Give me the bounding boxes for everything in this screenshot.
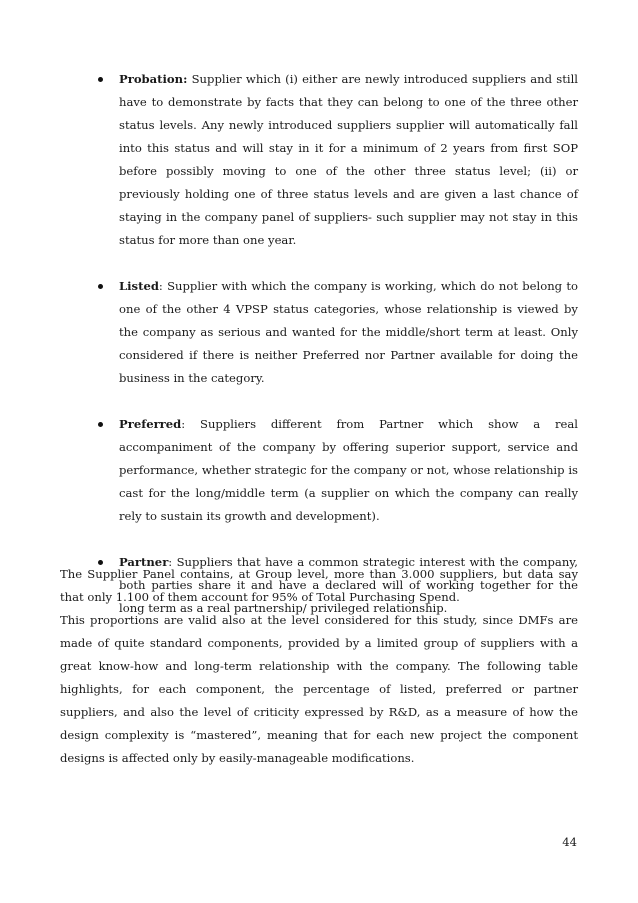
status-bullet-list	[94, 68, 578, 643]
bullet-preferred	[94, 413, 578, 528]
bullet-term: Partner	[119, 555, 169, 569]
bullet-text	[119, 275, 578, 390]
bullet-description: : Supplier with which the company is working, which do not belong to one of the other 4 VPSP status categories, whose relationship is viewed by the company as serious and wanted for the middle/short term at least. Only considered if there is neither Preferred nor Partner available for doing the business in the category.	[119, 279, 578, 385]
bullet-dot-icon	[98, 77, 103, 82]
bullet-description: : Suppliers that have a common strategic interest with the company, both parties share it and have a declared will of working together for the long term as a real partnership/ privileged relationship.	[119, 555, 578, 615]
bullet-text	[119, 68, 578, 252]
bullet-dot-icon	[98, 284, 103, 289]
bullet-description: Supplier which (i) either are newly introduced suppliers and still have to demonstrate by facts that they can belong to one of the three other status levels. Any newly introduced suppliers supplier will automatically fall into this status and will stay in it for a minimum of 2 years from first SOP before possibly moving to one of the other three status level; (ii) or previously holding one of three status levels and are given a last chance of staying in the company panel of suppliers- such supplier may not stay in this status for more than one year.	[119, 72, 578, 247]
bullet-term: Listed	[119, 279, 159, 293]
bullet-term: Preferred	[119, 417, 182, 431]
bullet-text	[119, 413, 578, 528]
bullet-description: : Suppliers different from Partner which show a real accompaniment of the company by offering superior support, service and performance, whether strategic for the company or not, whose relationship is cast for the long/middle term (a supplier on which the company can really rely to sustain its growth and development).	[119, 417, 578, 523]
bullet-probation	[94, 68, 578, 252]
bullet-listed	[94, 275, 578, 390]
paragraph-proportions: This proportions are valid also at the level considered for this study, since DMFs are made of quite standard components, provided by a limited group of suppliers with a great know-how and long-term relationship with the company. The following table highlights, for each component, the percentage of listed, preferred or partner suppliers, and also the level of criticity expressed by R&D, as a measure of how the design complexity is “mastered”, meaning that for each new project the component designs is affected only by easily-manageable modifications.	[60, 613, 578, 765]
paragraph-supplier-panel: The Supplier Panel contains, at Group level, more than 3.000 suppliers, but data say that only 1.100 of them account for 95% of Total Purchasing Spend.	[60, 567, 578, 604]
bullet-term: Probation:	[119, 72, 188, 86]
page-number: 44	[562, 835, 577, 849]
bullet-dot-icon	[98, 422, 103, 427]
body-text	[60, 563, 578, 770]
